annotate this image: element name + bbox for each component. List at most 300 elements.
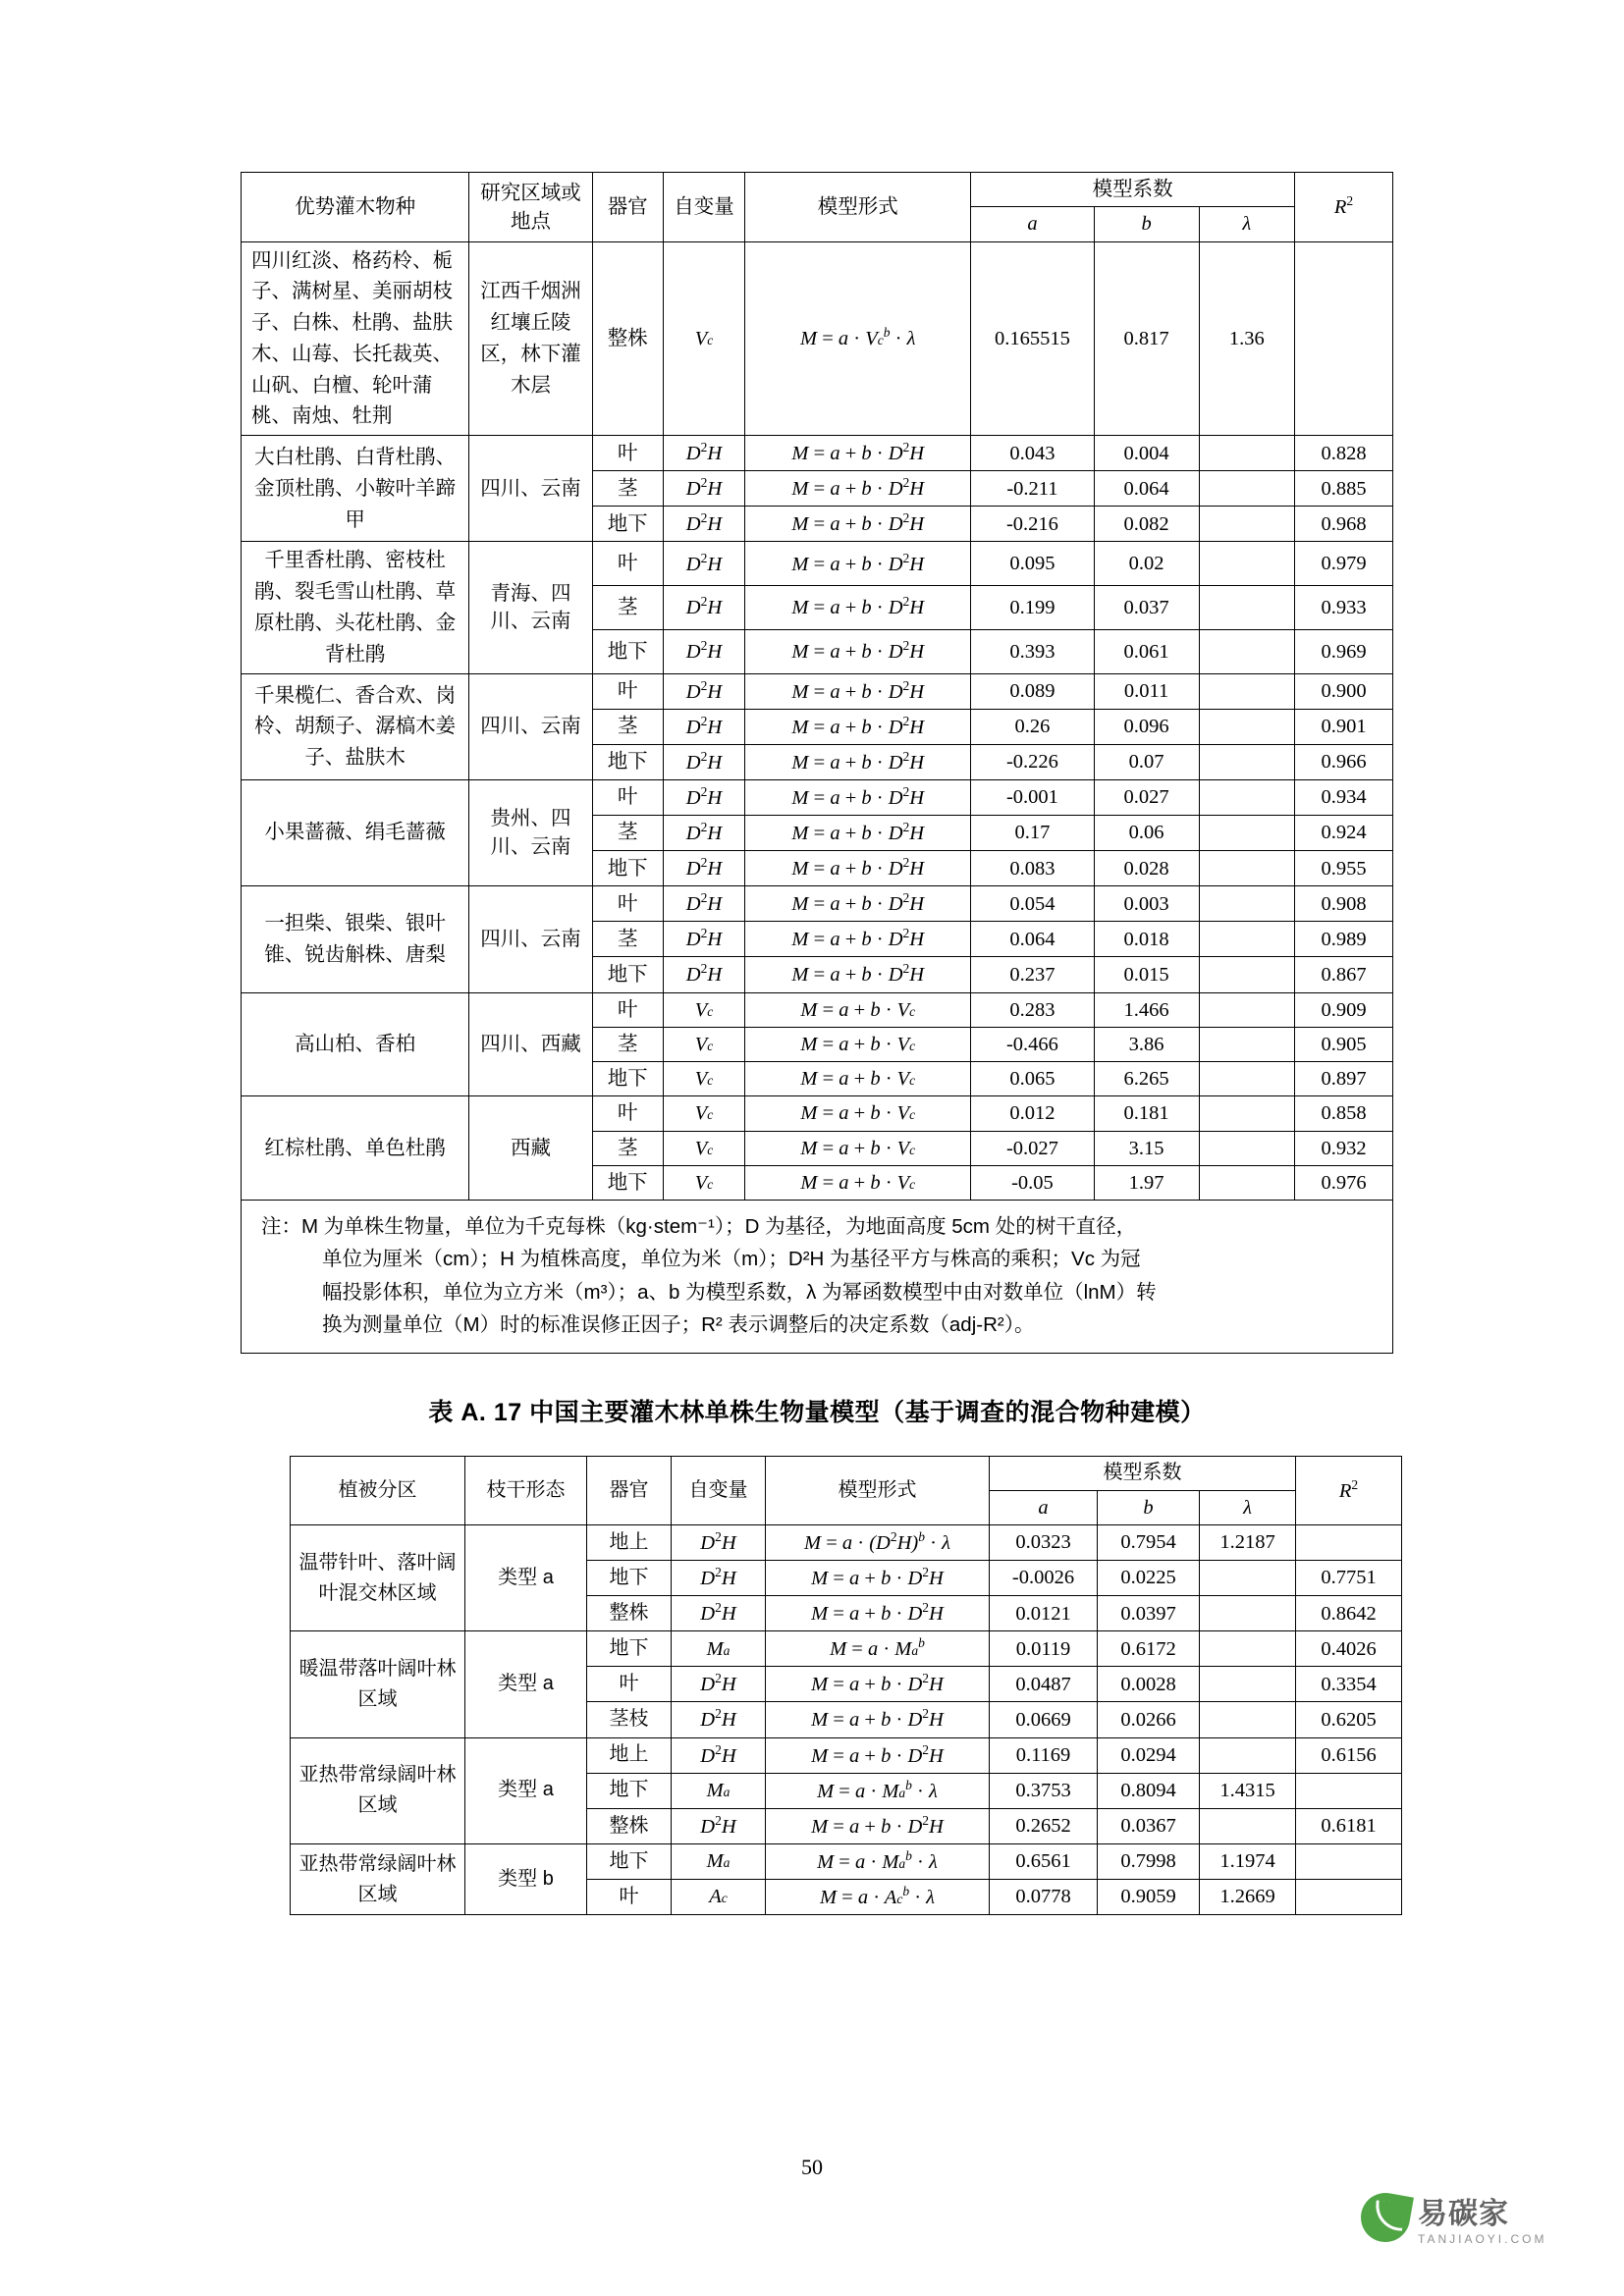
cell-lambda (1199, 1096, 1295, 1131)
cell-a: -0.0026 (990, 1561, 1098, 1596)
cell-variable: $D^2H$ (663, 779, 745, 815)
cell-b: 1.466 (1094, 992, 1199, 1027)
cell-b: 0.02 (1094, 542, 1199, 586)
cell-species: 小果蔷薇、绢毛蔷薇 (242, 779, 469, 885)
cell-a: -0.05 (971, 1165, 1094, 1200)
cell-r2: 0.976 (1295, 1165, 1393, 1200)
cell-lambda (1199, 744, 1295, 779)
cell-zone: 亚热带常绿阔叶林区域 (291, 1737, 465, 1843)
table-row (242, 779, 1393, 815)
cell-r2: 0.924 (1295, 815, 1393, 850)
cell-variable: Vc (663, 1027, 745, 1061)
cell-a: 0.0487 (990, 1667, 1098, 1702)
header-zone: 植被分区 (291, 1457, 465, 1525)
cell-variable: $D^2H$ (663, 673, 745, 709)
cell-model: $M = a \cdot Ma^b \cdot \lambda$ (766, 1773, 990, 1808)
cell-species: 一担柴、银柴、银叶锥、锐齿斛株、唐梨 (242, 886, 469, 992)
cell-a: 0.089 (971, 673, 1094, 709)
cell-zone: 温带针叶、落叶阔叶混交林区域 (291, 1524, 465, 1630)
cell-region: 四川、云南 (469, 673, 592, 779)
cell-lambda (1199, 542, 1295, 586)
cell-organ: 茎 (592, 471, 663, 507)
cell-model: $M = a + b \cdot D^2H$ (745, 471, 971, 507)
cell-species: 四川红淡、格药柃、栀子、满树星、美丽胡枝子、白株、杜鹃、盐肤木、山莓、长托裁英、山矾、白檀、轮叶蒲桃、南烛、牡荆 (242, 241, 469, 436)
cell-a: 0.3753 (990, 1773, 1098, 1808)
cell-r2: 0.968 (1295, 507, 1393, 542)
table-row (291, 1524, 1402, 1560)
cell-species: 千里香杜鹃、密枝杜鹃、裂毛雪山杜鹃、草原杜鹃、头花杜鹃、金背杜鹃 (242, 542, 469, 673)
cell-variable: $D^2H$ (663, 436, 745, 471)
cell-a: 0.054 (971, 886, 1094, 922)
cell-r2: 0.6156 (1296, 1737, 1402, 1773)
cell-model: M = a + b · Vc (745, 1027, 971, 1061)
header-organ: 器官 (587, 1457, 672, 1525)
cell-lambda (1199, 779, 1295, 815)
header-organ: 器官 (592, 173, 663, 242)
cell-model: M = a + b · Vc (745, 1062, 971, 1096)
cell-b: 0.07 (1094, 744, 1199, 779)
cell-a: 0.095 (971, 542, 1094, 586)
cell-model: $M = a + b \cdot D^2H$ (745, 744, 971, 779)
cell-model: M = a + b · Vc (745, 1131, 971, 1165)
cell-model: $M = a + b \cdot D^2H$ (745, 851, 971, 886)
cell-a: -0.466 (971, 1027, 1094, 1061)
cell-model: $M = a + b \cdot D^2H$ (745, 709, 971, 744)
cell-r2: 0.8642 (1296, 1596, 1402, 1631)
cell-variable: $D^2H$ (672, 1808, 766, 1843)
cell-b: 0.181 (1094, 1096, 1199, 1131)
cell-model: $M = a + b \cdot D^2H$ (766, 1702, 990, 1737)
header-lambda: λ (1200, 1490, 1296, 1524)
cell-model: $M = a \cdot (D^2H)^b \cdot \lambda$ (766, 1524, 990, 1560)
cell-model: $M = a + b \cdot D^2H$ (766, 1808, 990, 1843)
cell-variable: Ma (672, 1773, 766, 1808)
watermark (1361, 2178, 1567, 2257)
header-b: b (1094, 207, 1199, 241)
header-b: b (1098, 1490, 1200, 1524)
table-header-row (291, 1457, 1402, 1491)
cell-species: 红棕杜鹃、单色杜鹃 (242, 1096, 469, 1201)
cell-lambda (1199, 886, 1295, 922)
cell-a: -0.226 (971, 744, 1094, 779)
cell-a: 0.2652 (990, 1808, 1098, 1843)
cell-lambda: 1.1974 (1200, 1843, 1296, 1879)
cell-zone: 暖温带落叶阔叶林区域 (291, 1631, 465, 1737)
cell-lambda (1199, 507, 1295, 542)
cell-model: $M = a + b \cdot D^2H$ (766, 1561, 990, 1596)
cell-lambda (1199, 586, 1295, 630)
cell-variable: Ac (672, 1880, 766, 1915)
cell-b: 0.037 (1094, 586, 1199, 630)
cell-organ: 叶 (592, 886, 663, 922)
table-row (242, 673, 1393, 709)
cell-model: $M = a + b \cdot D^2H$ (766, 1596, 990, 1631)
cell-r2: 0.900 (1295, 673, 1393, 709)
cell-b: 0.7954 (1098, 1524, 1200, 1560)
cell-lambda (1200, 1667, 1296, 1702)
cell-a: 0.26 (971, 709, 1094, 744)
cell-organ: 茎 (592, 586, 663, 630)
table-row (291, 1843, 1402, 1879)
cell-organ: 整株 (587, 1808, 672, 1843)
header-species: 优势灌木物种 (242, 173, 469, 242)
table-row (242, 886, 1393, 922)
page-number: 50 (801, 2155, 823, 2179)
cell-organ: 地上 (587, 1737, 672, 1773)
header-variable: 自变量 (663, 173, 745, 242)
cell-model: $M = a + b \cdot D^2H$ (745, 436, 971, 471)
cell-a: 0.0119 (990, 1631, 1098, 1667)
cell-variable: $D^2H$ (663, 886, 745, 922)
header-r2: $R^2$ (1296, 1457, 1402, 1525)
cell-r2: 0.897 (1295, 1062, 1393, 1096)
table-a16 (241, 172, 1393, 1354)
cell-model: M = a + b · Vc (745, 1165, 971, 1200)
cell-r2: 0.905 (1295, 1027, 1393, 1061)
cell-lambda (1199, 471, 1295, 507)
cell-organ: 地下 (592, 851, 663, 886)
cell-lambda (1200, 1737, 1296, 1773)
cell-organ: 叶 (592, 992, 663, 1027)
cell-organ: 地下 (587, 1631, 672, 1667)
cell-species: 高山柏、香柏 (242, 992, 469, 1096)
cell-lambda (1199, 436, 1295, 471)
cell-b: 0.061 (1094, 629, 1199, 673)
cell-model: $M = a \cdot Ma^b$ (766, 1631, 990, 1667)
cell-b: 0.011 (1094, 673, 1199, 709)
cell-lambda: 1.2669 (1200, 1880, 1296, 1915)
cell-r2 (1296, 1524, 1402, 1560)
cell-r2: 0.885 (1295, 471, 1393, 507)
cell-r2: 0.4026 (1296, 1631, 1402, 1667)
cell-a: 0.0323 (990, 1524, 1098, 1560)
table-row (242, 542, 1393, 586)
cell-b: 0.0397 (1098, 1596, 1200, 1631)
cell-lambda (1199, 815, 1295, 850)
cell-stem-form: 类型 a (465, 1631, 587, 1737)
cell-a: 0.064 (971, 922, 1094, 957)
cell-region: 西藏 (469, 1096, 592, 1201)
cell-organ: 叶 (592, 436, 663, 471)
cell-a: -0.216 (971, 507, 1094, 542)
cell-variable: $D^2H$ (672, 1702, 766, 1737)
cell-r2: 0.908 (1295, 886, 1393, 922)
cell-variable: Vc (663, 1062, 745, 1096)
cell-lambda (1199, 629, 1295, 673)
table-row (242, 241, 1393, 436)
cell-variable: $D^2H$ (672, 1561, 766, 1596)
cell-lambda (1199, 673, 1295, 709)
cell-model: $M = a \cdot Ac^b \cdot \lambda$ (766, 1880, 990, 1915)
cell-model: $M = a \cdot Ma^b \cdot \lambda$ (766, 1843, 990, 1879)
cell-organ: 整株 (592, 241, 663, 436)
cell-b: 0.0367 (1098, 1808, 1200, 1843)
cell-organ: 地下 (592, 957, 663, 992)
cell-a: 0.012 (971, 1096, 1094, 1131)
table-a17-caption: 表 A. 17 中国主要灌木林单株生物量模型（基于调查的混合物种建模） (428, 1399, 1206, 1427)
cell-organ: 地下 (587, 1773, 672, 1808)
cell-a: 0.083 (971, 851, 1094, 886)
header-a: a (990, 1490, 1098, 1524)
cell-variable: Vc (663, 241, 745, 436)
cell-b: 1.97 (1094, 1165, 1199, 1200)
cell-r2: 0.955 (1295, 851, 1393, 886)
cell-r2 (1296, 1880, 1402, 1915)
cell-r2: 0.858 (1295, 1096, 1393, 1131)
watermark-title: 易碳家 (1418, 2198, 1509, 2230)
cell-a: 0.043 (971, 436, 1094, 471)
table-row (291, 1737, 1402, 1773)
cell-lambda (1199, 1062, 1295, 1096)
cell-a: 0.237 (971, 957, 1094, 992)
cell-organ: 地下 (587, 1843, 672, 1879)
cell-organ: 叶 (592, 1096, 663, 1131)
cell-variable: $D^2H$ (663, 815, 745, 850)
cell-b: 6.265 (1094, 1062, 1199, 1096)
cell-model: $M = a + b \cdot D^2H$ (745, 542, 971, 586)
watermark-subtitle: TANJIAOYI.COM (1418, 2232, 1547, 2246)
cell-b: 0.082 (1094, 507, 1199, 542)
cell-organ: 地下 (592, 629, 663, 673)
header-a: a (971, 207, 1094, 241)
table-note (242, 1201, 1393, 1354)
cell-organ: 茎 (592, 709, 663, 744)
cell-r2: 0.901 (1295, 709, 1393, 744)
cell-organ: 地上 (587, 1524, 672, 1560)
note-line-1: 注：M 为单株生物量，单位为千克每株（kg·stem⁻¹）；D 为基径，为地面高度 5cm 处的树干直径， (261, 1215, 1137, 1239)
cell-organ: 地下 (592, 1165, 663, 1200)
header-coefficients: 模型系数 (971, 173, 1295, 207)
cell-variable: $D^2H$ (663, 542, 745, 586)
cell-organ: 叶 (592, 779, 663, 815)
cell-region: 四川、西藏 (469, 992, 592, 1096)
cell-r2: 0.979 (1295, 542, 1393, 586)
cell-b: 0.028 (1094, 851, 1199, 886)
cell-a: -0.001 (971, 779, 1094, 815)
cell-region: 四川、云南 (469, 886, 592, 992)
cell-organ: 地下 (592, 507, 663, 542)
cell-stem-form: 类型 a (465, 1737, 587, 1843)
cell-model: $M = a + b \cdot D^2H$ (745, 586, 971, 630)
cell-lambda (1199, 992, 1295, 1027)
cell-lambda (1200, 1808, 1296, 1843)
cell-b: 0.6172 (1098, 1631, 1200, 1667)
cell-variable: $D^2H$ (663, 586, 745, 630)
cell-variable: $D^2H$ (663, 507, 745, 542)
cell-variable: $D^2H$ (663, 709, 745, 744)
cell-variable: $D^2H$ (663, 744, 745, 779)
cell-variable: Vc (663, 992, 745, 1027)
cell-a: 0.0121 (990, 1596, 1098, 1631)
cell-a: 0.065 (971, 1062, 1094, 1096)
cell-organ: 叶 (587, 1880, 672, 1915)
cell-variable: Vc (663, 1131, 745, 1165)
cell-stem-form: 类型 a (465, 1524, 587, 1630)
header-model-form: 模型形式 (745, 173, 971, 242)
cell-lambda (1200, 1561, 1296, 1596)
cell-organ: 叶 (592, 673, 663, 709)
table-header-row (242, 173, 1393, 207)
cell-region: 贵州、四川、云南 (469, 779, 592, 885)
cell-organ: 叶 (587, 1667, 672, 1702)
cell-variable: $D^2H$ (663, 851, 745, 886)
cell-r2: 0.828 (1295, 436, 1393, 471)
cell-b: 0.015 (1094, 957, 1199, 992)
cell-a: 0.17 (971, 815, 1094, 850)
cell-zone: 亚热带常绿阔叶林区域 (291, 1843, 465, 1914)
cell-b: 0.0225 (1098, 1561, 1200, 1596)
cell-region: 青海、四川、云南 (469, 542, 592, 673)
cell-r2: 0.932 (1295, 1131, 1393, 1165)
cell-lambda (1199, 922, 1295, 957)
cell-lambda (1199, 851, 1295, 886)
cell-variable: Ma (672, 1843, 766, 1879)
cell-model: $M = a + b \cdot D^2H$ (745, 673, 971, 709)
cell-r2: 0.966 (1295, 744, 1393, 779)
cell-lambda (1200, 1631, 1296, 1667)
table-row (242, 436, 1393, 471)
header-coefficients: 模型系数 (990, 1457, 1296, 1491)
cell-b: 3.15 (1094, 1131, 1199, 1165)
cell-r2 (1296, 1843, 1402, 1879)
cell-organ: 茎 (592, 922, 663, 957)
cell-organ: 茎枝 (587, 1702, 672, 1737)
cell-model: $M = a + b \cdot D^2H$ (745, 629, 971, 673)
cell-a: -0.211 (971, 471, 1094, 507)
table-note-row (242, 1201, 1393, 1354)
cell-lambda (1200, 1702, 1296, 1737)
cell-variable: $D^2H$ (663, 629, 745, 673)
cell-variable: Vc (663, 1096, 745, 1131)
cell-variable: $D^2H$ (663, 957, 745, 992)
cell-b: 0.06 (1094, 815, 1199, 850)
cell-lambda (1199, 1165, 1295, 1200)
header-variable: 自变量 (672, 1457, 766, 1525)
cell-region: 江西千烟洲红壤丘陵区，林下灌木层 (469, 241, 592, 436)
cell-model: $M = a + b \cdot D^2H$ (745, 779, 971, 815)
cell-r2: 0.933 (1295, 586, 1393, 630)
table-row (291, 1631, 1402, 1667)
cell-organ: 整株 (587, 1596, 672, 1631)
cell-b: 0.9059 (1098, 1880, 1200, 1915)
cell-model: $M = a + b \cdot D^2H$ (766, 1737, 990, 1773)
cell-r2: 0.867 (1295, 957, 1393, 992)
cell-lambda (1199, 1131, 1295, 1165)
cell-b: 0.064 (1094, 471, 1199, 507)
cell-b: 0.096 (1094, 709, 1199, 744)
cell-variable: Ma (672, 1631, 766, 1667)
cell-model: M = a + b · Vc (745, 1096, 971, 1131)
cell-r2: 0.3354 (1296, 1667, 1402, 1702)
table-a17 (290, 1456, 1402, 1915)
cell-model: $M = a + b \cdot D^2H$ (745, 507, 971, 542)
cell-variable: $D^2H$ (672, 1596, 766, 1631)
cell-b: 0.0266 (1098, 1702, 1200, 1737)
cell-b: 0.0294 (1098, 1737, 1200, 1773)
cell-lambda: 1.2187 (1200, 1524, 1296, 1560)
cell-stem-form: 类型 b (465, 1843, 587, 1914)
cell-r2 (1295, 241, 1393, 436)
cell-r2: 0.909 (1295, 992, 1393, 1027)
cell-b: 0.7998 (1098, 1843, 1200, 1879)
cell-b: 0.004 (1094, 436, 1199, 471)
leaf-icon (1357, 2189, 1414, 2246)
cell-region: 四川、云南 (469, 436, 592, 542)
cell-r2: 0.7751 (1296, 1561, 1402, 1596)
cell-lambda (1200, 1596, 1296, 1631)
table-row (242, 1096, 1393, 1131)
cell-variable: $D^2H$ (672, 1524, 766, 1560)
note-line-4: 换为测量单位（M）时的标准误修正因子；R² 表示调整后的决定系数（adj-R²）。 (322, 1312, 1035, 1336)
cell-model: $M = a + b \cdot D^2H$ (766, 1667, 990, 1702)
cell-b: 0.003 (1094, 886, 1199, 922)
cell-model: $M = a \cdot Vc^b \cdot \lambda$ (745, 241, 971, 436)
cell-species: 大白杜鹃、白背杜鹃、金顶杜鹃、小鞍叶羊蹄甲 (242, 436, 469, 542)
cell-b: 0.8094 (1098, 1773, 1200, 1808)
cell-model: $M = a + b \cdot D^2H$ (745, 886, 971, 922)
cell-a: 0.6561 (990, 1843, 1098, 1879)
cell-organ: 茎 (592, 1131, 663, 1165)
cell-lambda: 1.36 (1199, 241, 1295, 436)
cell-variable: $D^2H$ (672, 1737, 766, 1773)
header-region: 研究区域或地点 (469, 173, 592, 242)
cell-r2: 0.6205 (1296, 1702, 1402, 1737)
cell-lambda (1199, 957, 1295, 992)
cell-model: $M = a + b \cdot D^2H$ (745, 922, 971, 957)
cell-organ: 地下 (587, 1561, 672, 1596)
cell-a: 0.393 (971, 629, 1094, 673)
cell-organ: 叶 (592, 542, 663, 586)
header-stem-form: 枝干形态 (465, 1457, 587, 1525)
cell-variable: Vc (663, 1165, 745, 1200)
cell-variable: $D^2H$ (663, 922, 745, 957)
cell-b: 0.0028 (1098, 1667, 1200, 1702)
cell-a: -0.027 (971, 1131, 1094, 1165)
cell-a: 0.199 (971, 586, 1094, 630)
cell-model: $M = a + b \cdot D^2H$ (745, 957, 971, 992)
cell-a: 0.0778 (990, 1880, 1098, 1915)
cell-organ: 地下 (592, 1062, 663, 1096)
cell-organ: 茎 (592, 815, 663, 850)
cell-variable: $D^2H$ (672, 1667, 766, 1702)
cell-r2: 0.934 (1295, 779, 1393, 815)
cell-species: 千果榄仁、香合欢、岗柃、胡颓子、潺槁木姜子、盐肤木 (242, 673, 469, 779)
cell-a: 0.283 (971, 992, 1094, 1027)
note-line-3: 幅投影体积，单位为立方米（m³）；a、b 为模型系数，λ 为幂函数模型中由对数单位（lnM）转 (322, 1280, 1157, 1304)
table-row (242, 992, 1393, 1027)
cell-r2: 0.989 (1295, 922, 1393, 957)
cell-r2 (1296, 1773, 1402, 1808)
cell-b: 0.018 (1094, 922, 1199, 957)
cell-lambda: 1.4315 (1200, 1773, 1296, 1808)
cell-b: 0.027 (1094, 779, 1199, 815)
cell-a: 0.1169 (990, 1737, 1098, 1773)
cell-lambda (1199, 1027, 1295, 1061)
header-r2: $R^2$ (1295, 173, 1393, 242)
cell-variable: $D^2H$ (663, 471, 745, 507)
cell-organ: 地下 (592, 744, 663, 779)
note-line-2: 单位为厘米（cm）；H 为植株高度，单位为米（m）；D²H 为基径平方与株高的乘积；Vc 为冠 (322, 1248, 1141, 1271)
cell-b: 3.86 (1094, 1027, 1199, 1061)
cell-r2: 0.6181 (1296, 1808, 1402, 1843)
cell-b: 0.817 (1094, 241, 1199, 436)
cell-lambda (1199, 709, 1295, 744)
cell-model: M = a + b · Vc (745, 992, 971, 1027)
header-model-form: 模型形式 (766, 1457, 990, 1525)
header-lambda: λ (1199, 207, 1295, 241)
cell-model: $M = a + b \cdot D^2H$ (745, 815, 971, 850)
cell-a: 0.0669 (990, 1702, 1098, 1737)
